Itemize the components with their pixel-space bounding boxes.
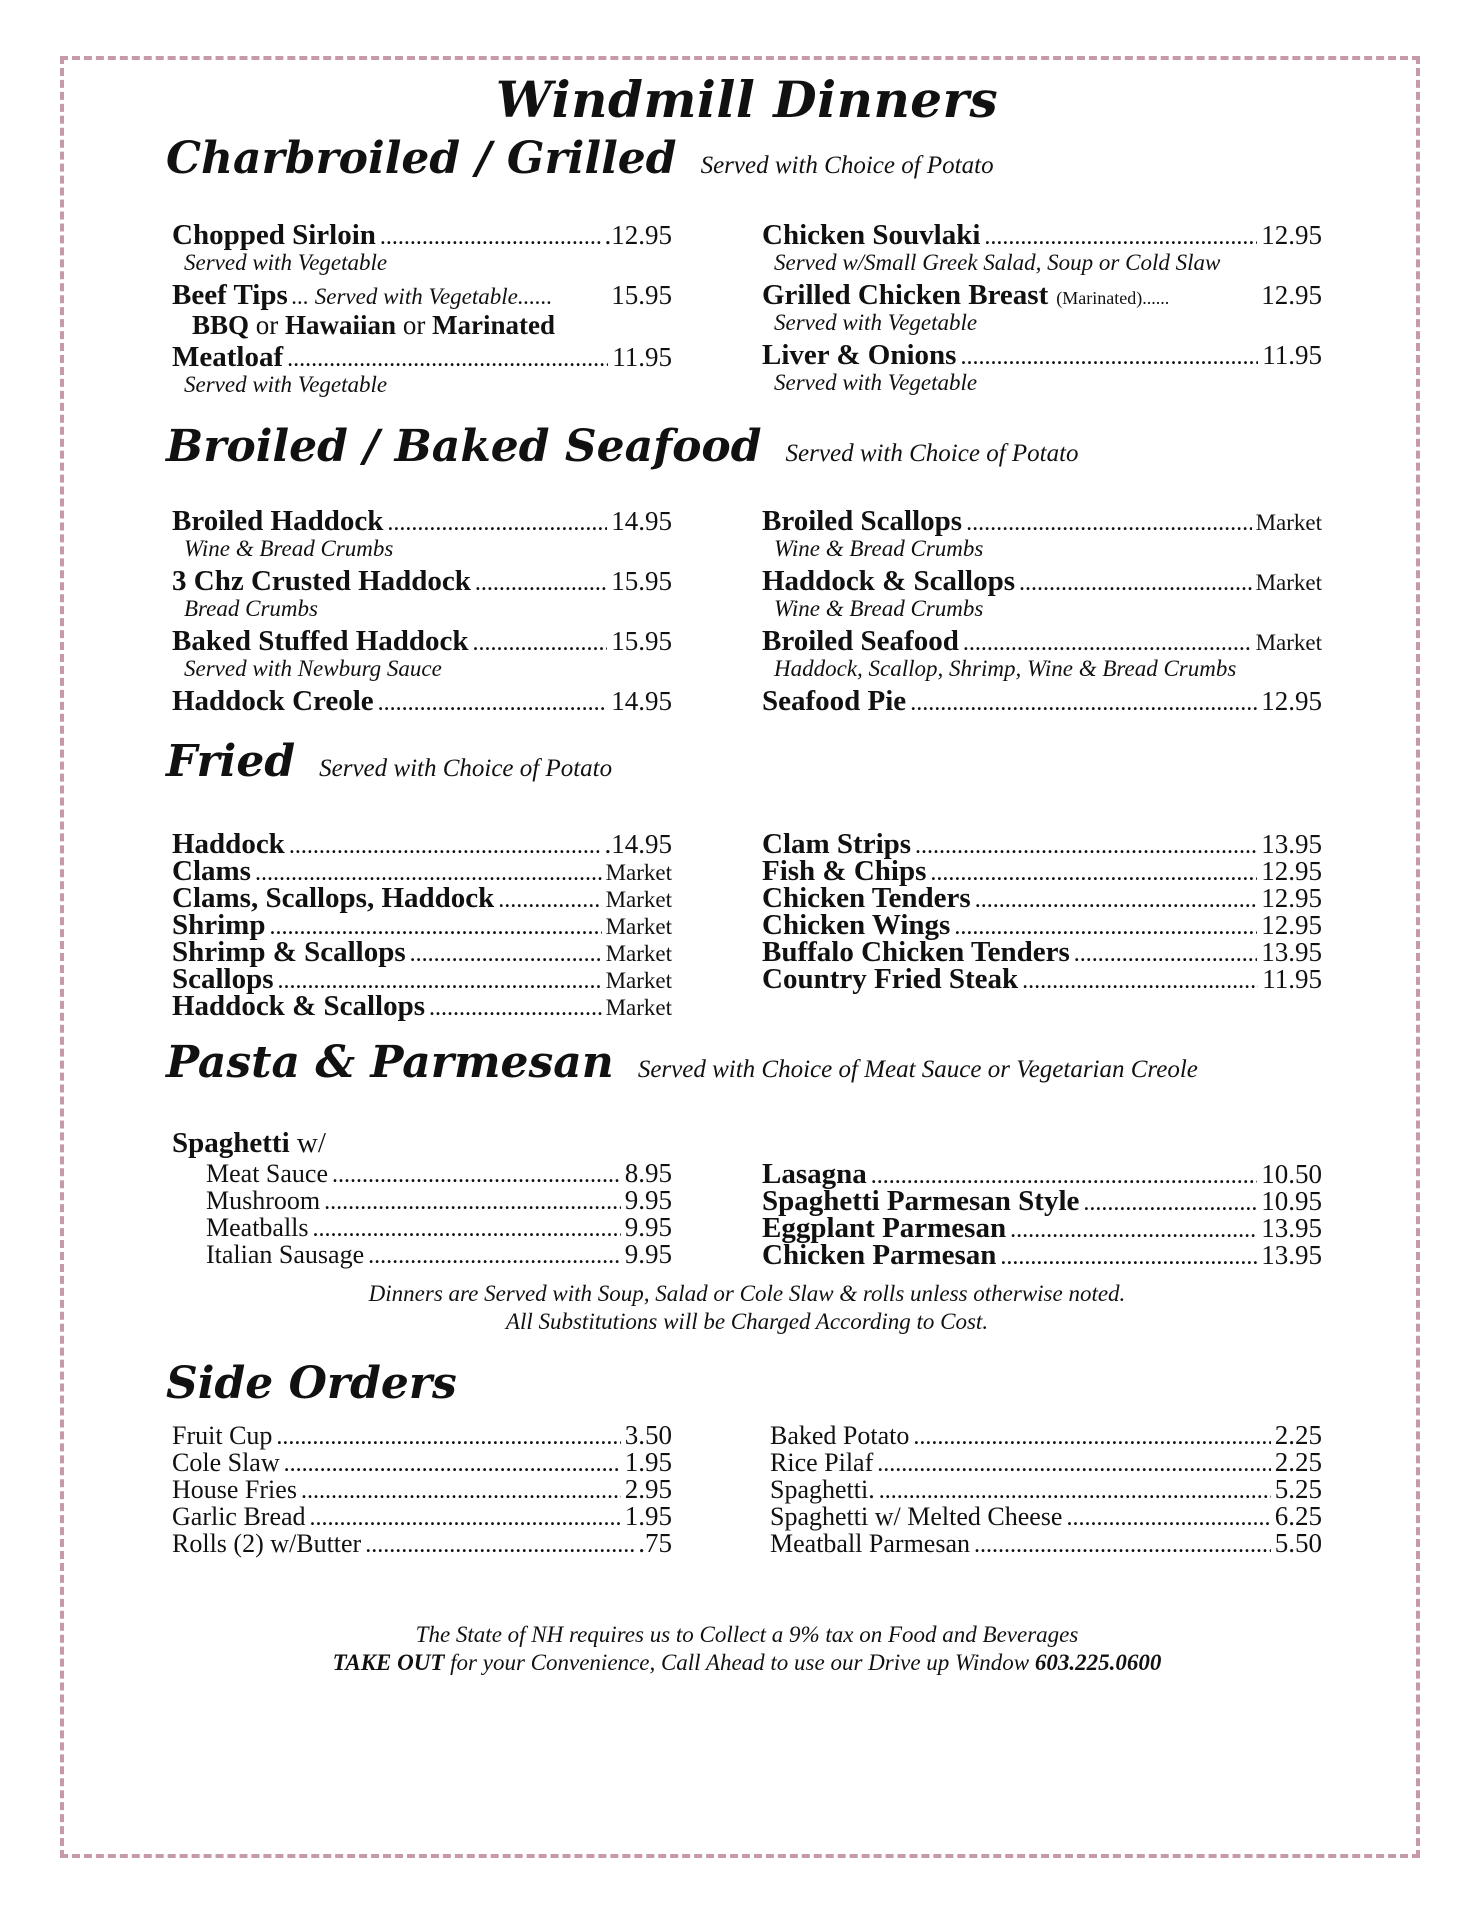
item-price: 10.50: [1261, 1159, 1322, 1189]
item-name: Clams, Scallops, Haddock: [172, 882, 495, 914]
leader-dots: [475, 570, 607, 597]
item-description: Served with Vegetable: [184, 372, 388, 397]
section-note: Served with Choice of Potato: [785, 440, 1079, 467]
item-price: 9.95: [624, 1212, 672, 1242]
item-description: Haddock, Scallop, Shrimp, Wine & Bread Crumbs: [774, 656, 1237, 681]
leader-dots: [1074, 941, 1257, 968]
leader-dots: [879, 1478, 1271, 1505]
item-price: Market: [1255, 630, 1322, 655]
dinner-note-line: Dinners are Served with Soup, Salad or Cole Slaw & rolls unless otherwise noted.: [368, 1281, 1126, 1306]
item-name: Baked Potato: [770, 1421, 910, 1450]
leader-dots: [378, 690, 608, 717]
column-right: [762, 219, 1322, 401]
phone-number: 603.225.0600: [1034, 1650, 1162, 1675]
menu-item: [172, 505, 672, 536]
menu-item: [762, 505, 1322, 536]
item-price: 2.25: [1274, 1447, 1322, 1477]
item-price: 12.95: [1261, 280, 1322, 310]
menu-item: [762, 219, 1322, 250]
column-left: [172, 219, 672, 401]
section-header-pasta: [166, 1037, 1322, 1099]
leader-dots: [289, 833, 601, 860]
pasta-items: [172, 1158, 1322, 1271]
menu-item: [770, 1447, 1322, 1477]
menu-item: [172, 219, 672, 250]
item-price: 12.95: [1261, 220, 1322, 250]
item-price: .75: [638, 1528, 672, 1558]
item-price: 12.95: [1261, 686, 1322, 716]
item-price: 9.95: [624, 1239, 672, 1269]
menu-item: [172, 828, 672, 860]
leader-dots: [429, 995, 602, 1022]
item-name: Clams: [172, 855, 251, 887]
leader-dots: [1083, 1190, 1257, 1217]
item-price: Market: [605, 860, 672, 885]
leader-dots: [313, 1216, 621, 1243]
leader-dots: [301, 1478, 621, 1505]
charbroiled-items: [172, 219, 1322, 401]
item-price: 12.95: [1261, 856, 1322, 886]
item-price: 3.50: [624, 1420, 672, 1450]
item-price: 5.25: [1274, 1474, 1322, 1504]
leader-dots: [387, 510, 607, 537]
item-name: Broiled Haddock: [172, 505, 384, 537]
item-name: Spaghetti Parmesan Style: [762, 1185, 1080, 1217]
item-name: Buffalo Chicken Tenders: [762, 936, 1070, 968]
menu-item: [172, 990, 672, 1022]
menu-item: [172, 936, 672, 968]
item-name: Scallops: [172, 963, 274, 995]
item-name: Lasagna: [762, 1158, 867, 1190]
leader-dots: [930, 860, 1257, 887]
leader-dots: [915, 833, 1257, 860]
item-name: Fish & Chips: [762, 855, 927, 887]
menu-item: [172, 1447, 672, 1477]
leader-dots: [365, 1532, 634, 1559]
leader-dots: [380, 224, 601, 251]
option-sep: or: [255, 310, 279, 340]
item-description: Served with Newburg Sauce: [184, 656, 442, 681]
menu-item: [172, 341, 672, 372]
item-name: Meatloaf: [172, 341, 284, 373]
item-inline-note: (Marinated)......: [1056, 288, 1170, 308]
item-price: 1.95: [624, 1447, 672, 1477]
menu-item: [206, 1185, 672, 1215]
section-note: Served with Choice of Meat Sauce or Vegetarian Creole: [637, 1056, 1198, 1083]
item-description: Served w/Small Greek Salad, Soup or Cold Slaw: [774, 250, 1221, 275]
item-name: Broiled Seafood: [762, 625, 959, 657]
menu-item: [762, 963, 1322, 995]
leader-dots: [368, 1243, 621, 1270]
item-description: Bread Crumbs: [184, 596, 318, 621]
menu-item: [770, 1528, 1322, 1558]
item-price: 14.95: [611, 686, 672, 716]
leader-dots: [410, 941, 602, 968]
item-name: Chopped Sirloin: [172, 219, 376, 251]
item-price: 13.95: [1261, 1213, 1322, 1243]
leader-dots: [913, 1424, 1270, 1451]
leader-dots: [960, 344, 1258, 371]
item-name: Seafood Pie: [762, 685, 907, 717]
item-description: Wine & Bread Crumbs: [774, 596, 984, 621]
item-name: Chicken Wings: [762, 909, 951, 941]
menu-item: [172, 855, 672, 887]
menu-item: [172, 909, 672, 941]
item-description: Served with Vegetable: [774, 310, 978, 335]
menu-item: [762, 1158, 1322, 1190]
column-right: [762, 1158, 1322, 1271]
item-description: Served with Vegetable: [774, 370, 978, 395]
item-inline-note: ... Served with Vegetable......: [291, 284, 553, 309]
item-name: Meat Sauce: [206, 1159, 329, 1188]
menu-item: [206, 1212, 672, 1242]
item-price: 11.95: [1262, 340, 1322, 370]
item-price: Market: [605, 887, 672, 912]
section-header-charbroiled: [166, 133, 1322, 195]
section-header-sides: [166, 1358, 1322, 1420]
leader-dots: [310, 1505, 621, 1532]
menu-item: [762, 685, 1322, 716]
menu-item: [172, 1474, 672, 1504]
item-name: Italian Sausage: [206, 1240, 365, 1269]
leader-dots: [1019, 570, 1252, 597]
leader-dots: [324, 1189, 621, 1216]
section-title: Pasta & Parmesan: [166, 1037, 614, 1088]
item-price: Market: [605, 968, 672, 993]
column-right: [762, 828, 1322, 1017]
menu-item: [172, 1501, 672, 1531]
menu-item: [762, 855, 1322, 887]
item-price: 15.95: [611, 566, 672, 596]
item-price: 13.95: [1261, 829, 1322, 859]
menu-item: [762, 339, 1322, 370]
menu-item: [770, 1501, 1322, 1531]
item-price: 11.95: [612, 342, 672, 372]
item-price: 5.50: [1274, 1528, 1322, 1558]
item-price: .12.95: [604, 220, 672, 250]
seafood-items: [172, 505, 1322, 716]
item-price: 13.95: [1261, 937, 1322, 967]
item-price: Market: [605, 941, 672, 966]
side-items: [172, 1420, 1322, 1558]
item-price: Market: [1255, 510, 1322, 535]
leader-dots: [984, 224, 1257, 251]
menu-item: [172, 279, 672, 310]
item-price: 12.95: [1261, 910, 1322, 940]
item-name: Shrimp & Scallops: [172, 936, 406, 968]
item-name: Eggplant Parmesan: [762, 1212, 1007, 1244]
menu-item: [762, 936, 1322, 968]
tax-notice: The State of NH requires us to Collect a 9% tax on Food and Beverages: [415, 1622, 1079, 1647]
menu-item: [762, 1239, 1322, 1271]
dinner-note: [172, 1280, 1322, 1336]
menu-item: [206, 1158, 672, 1188]
leader-dots: [966, 510, 1251, 537]
item-name: Clam Strips: [762, 828, 912, 860]
item-price: 2.95: [624, 1474, 672, 1504]
menu-item: [172, 685, 672, 716]
leader-dots: [963, 630, 1252, 657]
menu-item: [762, 828, 1322, 860]
leader-dots: [284, 1451, 621, 1478]
item-name: Spaghetti.: [770, 1475, 875, 1504]
item-name: Haddock & Scallops: [172, 990, 425, 1022]
menu-item: [762, 565, 1322, 596]
menu-item: [172, 963, 672, 995]
item-name: 3 Chz Crusted Haddock: [172, 565, 471, 597]
item-name: Meatballs: [206, 1213, 309, 1242]
item-name: House Fries: [172, 1475, 297, 1504]
item-name: Cole Slaw: [172, 1448, 280, 1477]
menu-item: [770, 1474, 1322, 1504]
leader-dots: [287, 346, 608, 373]
menu-item: [762, 625, 1322, 656]
leader-dots: [1010, 1217, 1257, 1244]
item-name: Beef Tips: [172, 279, 288, 311]
menu-item: [172, 1420, 672, 1450]
menu-item: [762, 279, 1322, 310]
item-description: Wine & Bread Crumbs: [184, 536, 394, 561]
section-note: Served with Choice of Potato: [319, 755, 613, 782]
item-name: Country Fried Steak: [762, 963, 1019, 995]
option-marinated: Marinated: [432, 310, 556, 340]
leader-dots: [473, 630, 608, 657]
column-right: [762, 505, 1322, 716]
item-price: 14.95: [611, 506, 672, 536]
item-name: Chicken Tenders: [762, 882, 971, 914]
menu-item: [206, 1239, 672, 1269]
leader-dots: [276, 1424, 620, 1451]
item-name: Rolls (2) w/Butter: [172, 1529, 362, 1558]
menu-item: [762, 1212, 1322, 1244]
item-price: 13.95: [1261, 1240, 1322, 1270]
item-name: Chicken Souvlaki: [762, 219, 981, 251]
section-header-fried: [166, 736, 1322, 798]
item-name: Broiled Scallops: [762, 505, 963, 537]
option-bbq: BBQ: [192, 310, 250, 340]
menu-item: [172, 1528, 672, 1558]
takeout-label: TAKE OUT: [332, 1650, 445, 1675]
section-title: Charbroiled / Grilled: [166, 133, 677, 184]
takeout-text: for your Convenience, Call Ahead to use our Drive up Window: [444, 1650, 1035, 1675]
takeout-notice: [172, 1649, 1322, 1677]
item-name: Haddock & Scallops: [762, 565, 1015, 597]
column-right: [770, 1420, 1322, 1558]
item-price: 15.95: [611, 626, 672, 656]
item-name: Chicken Parmesan: [762, 1239, 997, 1271]
leader-dots: [910, 690, 1257, 717]
menu-item: [770, 1420, 1322, 1450]
menu-title: Windmill Dinners: [495, 70, 999, 129]
item-name: Fruit Cup: [172, 1421, 273, 1450]
option-hawaiian: Hawaiian: [285, 310, 397, 340]
spaghetti-heading: [172, 1127, 1322, 1158]
item-price: 9.95: [624, 1185, 672, 1215]
leader-dots: [974, 1532, 1271, 1559]
item-price: 8.95: [624, 1158, 672, 1188]
item-name: Baked Stuffed Haddock: [172, 625, 469, 657]
item-description: Served with Vegetable: [184, 250, 388, 275]
menu-item: [172, 625, 672, 656]
option-sep: or: [402, 310, 426, 340]
section-title: Broiled / Baked Seafood: [166, 421, 762, 472]
leader-dots: [877, 1451, 1270, 1478]
column-left: [172, 505, 672, 716]
menu-item: [762, 1185, 1322, 1217]
column-left: [172, 828, 672, 1022]
item-name: Garlic Bread: [172, 1502, 306, 1531]
section-title: Fried: [166, 736, 296, 787]
item-suffix: w/: [289, 1127, 326, 1159]
item-price: 15.95: [611, 280, 672, 310]
item-price: 6.25: [1274, 1501, 1322, 1531]
item-price: Market: [605, 914, 672, 939]
menu-page: [166, 70, 1322, 1677]
column-left: [172, 1158, 672, 1269]
menu-item: [762, 882, 1322, 914]
leader-dots: [498, 887, 601, 914]
leader-dots: [1000, 1244, 1257, 1271]
leader-dots: [1022, 968, 1258, 995]
column-left: [172, 1420, 672, 1558]
item-name: Haddock Creole: [172, 685, 374, 717]
item-price: Market: [1255, 570, 1322, 595]
dinner-note-line: All Substitutions will be Charged According to Cost.: [505, 1309, 989, 1334]
leader-dots: [975, 887, 1258, 914]
section-title: Side Orders: [166, 1358, 457, 1409]
item-name: Rice Pilaf: [770, 1448, 874, 1477]
footer: [172, 1621, 1322, 1677]
leader-dots: [1066, 1505, 1270, 1532]
item-price: Market: [605, 995, 672, 1020]
section-note: Served with Choice of Potato: [700, 152, 994, 179]
item-price: 2.25: [1274, 1420, 1322, 1450]
item-options: [172, 310, 672, 341]
item-price: 12.95: [1261, 883, 1322, 913]
item-description: Wine & Bread Crumbs: [774, 536, 984, 561]
menu-item: [762, 909, 1322, 941]
item-name: Grilled Chicken Breast: [762, 279, 1049, 311]
item-price: 1.95: [624, 1501, 672, 1531]
menu-item: [172, 565, 672, 596]
item-name: Spaghetti w/ Melted Cheese: [770, 1502, 1063, 1531]
fried-items: [172, 828, 1322, 1022]
item-name: Haddock: [172, 828, 285, 860]
item-price: 11.95: [1262, 964, 1322, 994]
item-name: Mushroom: [206, 1186, 321, 1215]
item-name: Spaghetti: [172, 1127, 290, 1159]
item-name: Meatball Parmesan: [770, 1529, 970, 1558]
menu-item: [172, 882, 672, 914]
item-price: .14.95: [604, 829, 672, 859]
section-header-seafood: [166, 421, 1322, 483]
leader-dots: [332, 1162, 621, 1189]
item-name: Liver & Onions: [762, 339, 957, 371]
item-price: 10.95: [1261, 1186, 1322, 1216]
item-name: Shrimp: [172, 909, 266, 941]
